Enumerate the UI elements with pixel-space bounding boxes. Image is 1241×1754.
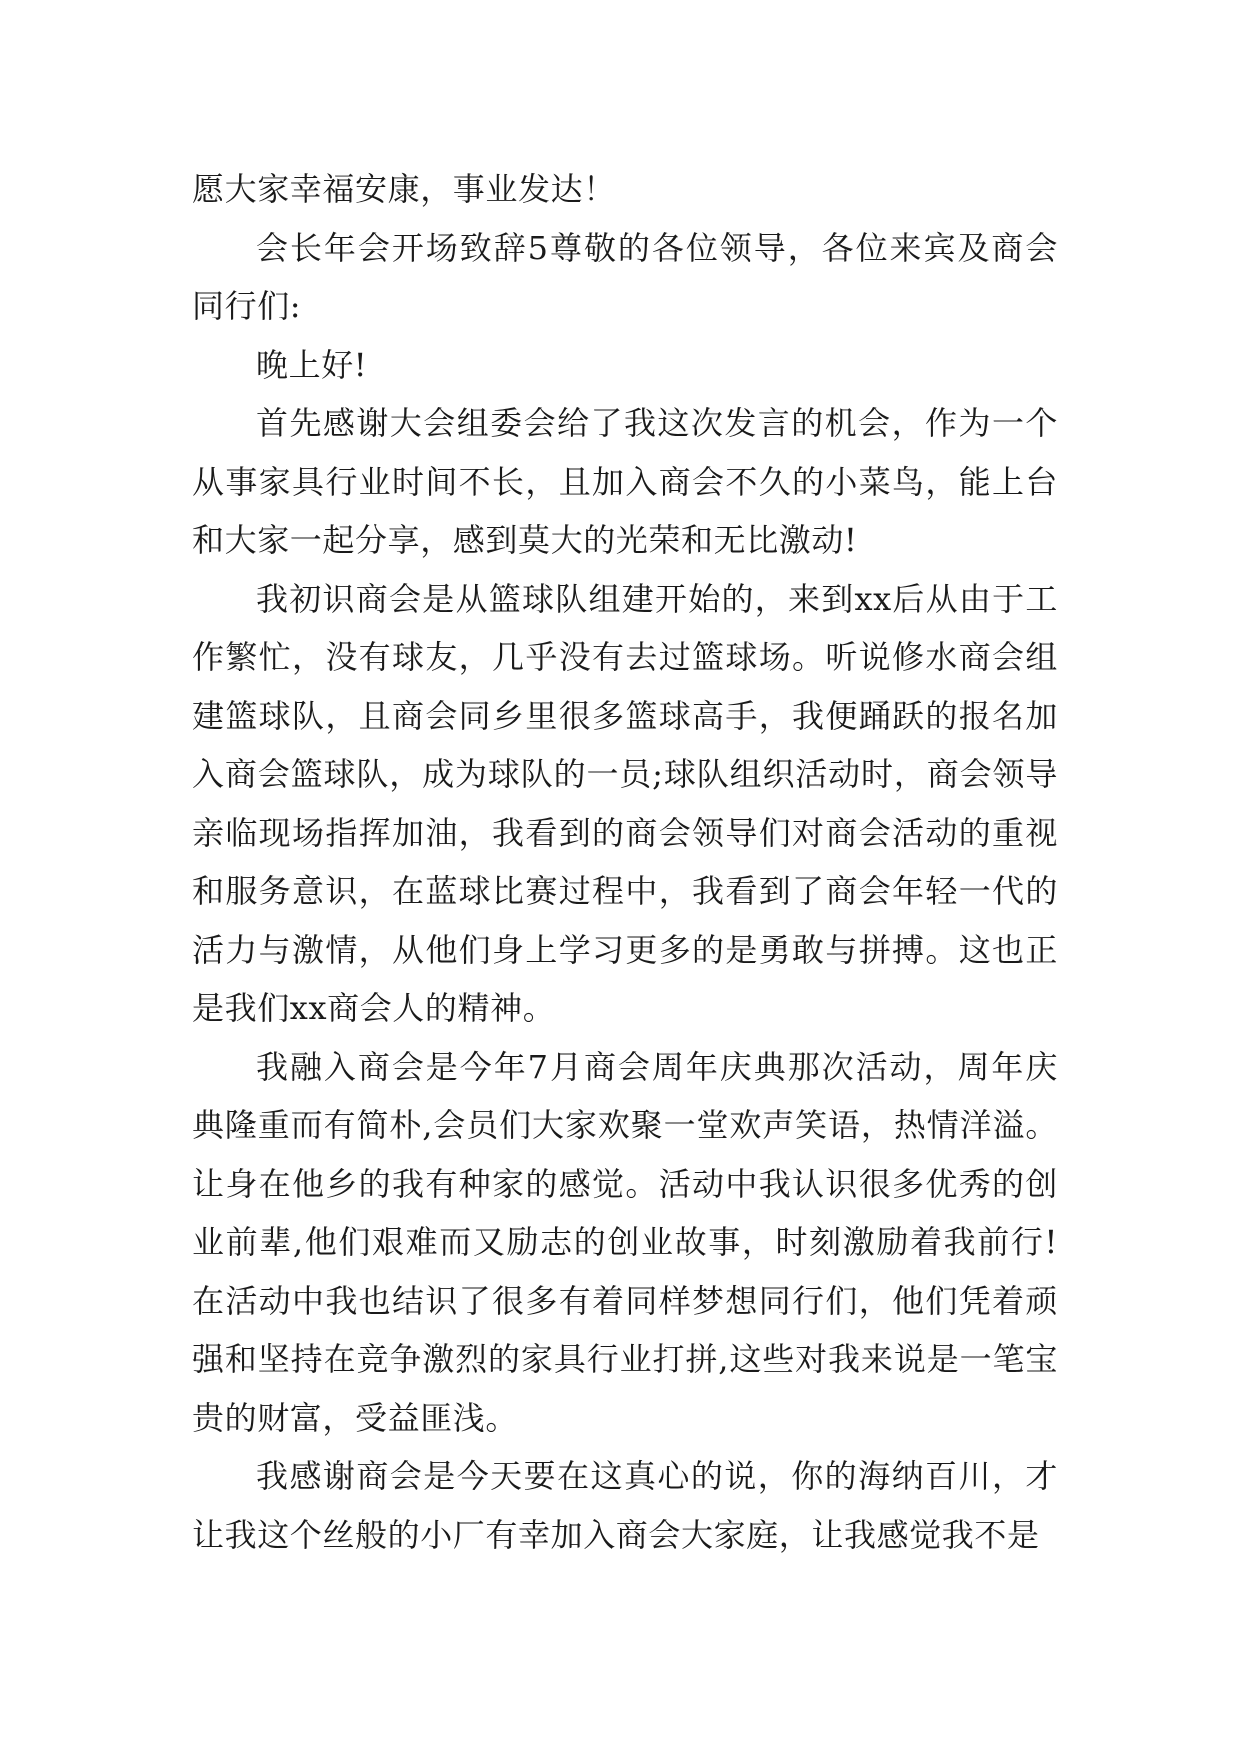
paragraph-speech-title: 会长年会开场致辞5尊敬的各位领导，各位来宾及商会同行们: xyxy=(192,228,1058,325)
paragraph-gratitude: 我感谢商会是今天要在这真心的说，你的海纳百川，才让我这个丝般的小厂有幸加入商会大家庭，让我感觉我不是 xyxy=(192,1457,1058,1554)
document-body xyxy=(192,160,1058,1564)
paragraph-basketball: 我初识商会是从篮球队组建开始的，来到xx后从由于工作繁忙，没有球友，几乎没有去过篮球场。听说修水商会组建篮球队，且商会同乡里很多篮球高手，我便踊跃的报名加入商会篮球队，成为球队的一员;球队组织活动时，商会领导亲临现场指挥加油，我看到的商会领导们对商会活动的重视和服务意识，在蓝球比赛过程中，我看到了商会年轻一代的活力与激情，从他们身上学习更多的是勇敢与拼搏。这也正是我们xx商会人的精神。 xyxy=(192,579,1058,1027)
paragraph-anniversary: 我融入商会是今年7月商会周年庆典那次活动，周年庆典隆重而有简朴,会员们大家欢聚一堂欢声笑语，热情洋溢。让身在他乡的我有种家的感觉。活动中我认识很多优秀的创业前辈,他们艰难而又励志的创业故事，时刻激励着我前行!在活动中我也结识了很多有着同样梦想同行们，他们凭着顽强和坚持在竞争激烈的家具行业打拼,这些对我来说是一笔宝贵的财富，受益匪浅。 xyxy=(192,1047,1058,1437)
paragraph-greeting: 晚上好! xyxy=(256,345,368,384)
paragraph-closing-wish: 愿大家幸福安康，事业发达！ xyxy=(192,170,616,208)
paragraph-thanks: 首先感谢大会组委会给了我这次发言的机会，作为一个从事家具行业时间不长，且加入商会不久的小菜鸟，能上台和大家一起分享，感到莫大的光荣和无比激动! xyxy=(192,404,1058,559)
